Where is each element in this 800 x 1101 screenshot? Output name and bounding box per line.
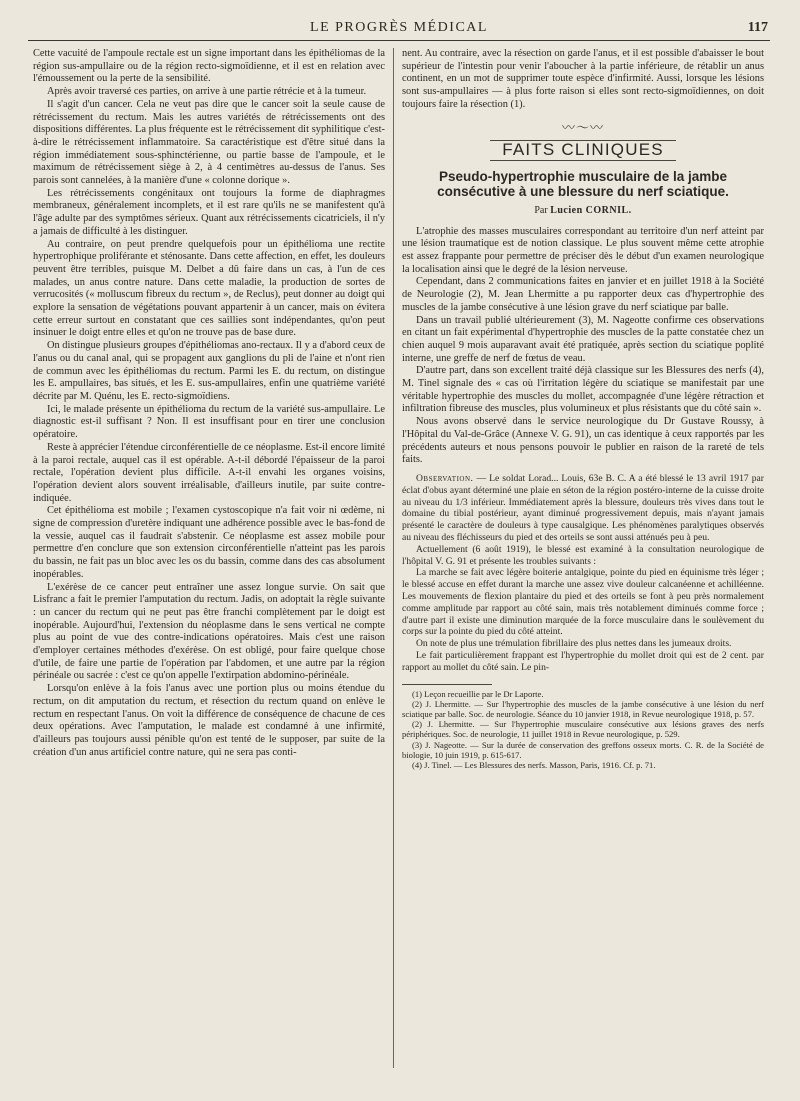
paragraph: Cependant, dans 2 communications faites en janvier et en juillet 1918 à la Société de Neurologie (2), M. Jean Lhermitte a pu rapporter deux cas d'hypertrophie des muscles de la jambe consécutive à une lésion grave du nerf sciatique par balle. <box>402 276 764 313</box>
author-name: Lucien CORNIL. <box>550 204 632 216</box>
paragraph: Au contraire, on peut prendre quelquefois pour un épithélioma une rectite hypertrophique proliférante et sténosante. Dans cette affection, en effet, les douleurs peuvent être terribles, puisque M. Delbet a dû faire dans un cas, à l'un de ces malades, un anus contre nature. Dans cette maladie, la production de sortes de verrucosités (« molluscum fibreux du rectum », de Reclus), peut donner au doigt qui explore la sensation de végétations pouvant appartenir à un cancer, mais on évitera cette erreur surtout en constatant que ces saillies sont indépendantes, qu'on peut insinuer le doigt entre elles et qu'on ne trouve pas de base dure. <box>33 238 385 339</box>
observation-label: Observation. <box>416 472 474 484</box>
column-divider <box>393 48 394 1068</box>
ornament-divider: 〰〜〰 <box>561 119 604 135</box>
observation-paragraph <box>402 473 764 544</box>
byline <box>402 205 764 218</box>
byline-prefix: Par <box>534 204 548 216</box>
footnote-rule <box>402 684 492 685</box>
paragraph: Cette vacuité de l'ampoule rectale est un signe important dans les épithéliomas de la région sus-ampullaire ou de la région recto-sigmoïdienne, et il est en relation avec l'émoussement ou la perte de la sensibilité. <box>33 48 385 85</box>
paragraph: L'atrophie des masses musculaires correspondant au territoire d'un nerf atteint par une lésion traumatique est de notion classique. Le plus souvent même cette atrophie est assez frappante pour permettre de préciser dès le début d'un examen neurologique la localisation ainsi que le degré de la lésion nerveuse. <box>402 225 764 275</box>
observation-paragraph: La marche se fait avec légère boiterie antalgique, pointe du pied en équinisme très léger ; le blessé accuse en effet durant la marche une assez vive douleur calcanéenne et achilléenne. Les mouvements de flexion plantaire du pied et des orteils se font à peu près normalement comme amplitude par rapport au côté sain, mais très notablement diminués comme force ; d'autre part il existe une diminution marquée de la force musculaire dans le soulèvement du corps sur la pointe du pied du côté atteint. <box>402 567 764 638</box>
paragraph: Les rétrécissements congénitaux ont toujours la forme de diaphragmes membraneux, généralement incomplets, et il est rare qu'ils ne se manifestent qu'à l'âge adulte par des symptômes sérieux. Quant aux rétrécissements cicatriciels, il n'y a jamais de difficulté à les distinguer. <box>33 187 385 237</box>
footnote: (1) Leçon recueillie par le Dr Laporte. <box>412 688 544 699</box>
paragraph: Il s'agit d'un cancer. Cela ne veut pas dire que le cancer soit la seule cause de rétrécissement du rectum. Mais les autres variétés de rétrécissements ont des dispositions différentes. La plus fréquente est le rétrécissement dit syphilitique c'est-à-dire le rétrécissement inflammatoire. Sa caractéristique est d'être situé dans la région immédiatement sous-sphinctérienne, ou partie basse de l'ampoule, et le maximum de rétrécissement siège à 2, à 4 centimètres au-dessus de l'anus. Ses parois sont cannelées, à la manière d'une « colonne dorique ». <box>33 98 385 187</box>
paragraph: Après avoir traversé ces parties, on arrive à une partie rétrécie et à la tumeur. <box>47 86 367 98</box>
paragraph: D'autre part, dans son excellent traité déjà classique sur les Blessures des nerfs (4), M. Tinel signale des « cas où l'irritation légère du sciatique se manifestait par une véritable hypertrophie des muscles du mollet, accompagnée d'une légère rétraction et infiltration fibreuse des muscles, plus volumineux et plus résistants que du côté sain ». <box>402 365 764 415</box>
paragraph: Reste à apprécier l'étendue circonférentielle de ce néoplasme. Est-il encore limité à la paroi rectale, auquel cas il est opérable. A-t-il débordé l'épaisseur de la paroi rectale, l'opération devient plus difficile. A-t-il envahi les organes voisins, l'opération devient alors souvent irréalisable, d'ailleurs inutile, par suite contre-indiquée. <box>33 441 385 504</box>
footnote: (2) J. Lhermitte. — Sur l'hypertrophie musculaire consécutive aux lésions graves des nerfs périphériques. Soc. de neurologie, 11 juillet 1918 in Revue neurologique, p. 529. <box>402 719 764 740</box>
paragraph: Cet épithélioma est mobile ; l'examen cystoscopique n'a fait voir ni œdème, ni signe de compression d'uretère indiquant une adhérence possible avec le bas-fond de la vessie, auquel cas il faudrait s'abstenir. Ce néoplasme est assez mobile pour permettre d'en conclure que son extension circonférentielle n'atteint pas les parois du bassin, ne fait pas un bloc avec les os du bassin, comme dans des cas absolument inopérables. <box>33 505 385 580</box>
paragraph: Nous avons observé dans le service neurologique du Dr Gustave Roussy, à l'Hôpital du Val-de-Grâce (Annexe V. G. 91), un cas identique à ceux rapportés par les précédents auteurs et nous pensons pouvoir le publier en raison de la rareté de tels faits. <box>402 416 764 466</box>
running-header <box>28 18 770 41</box>
article-title: Pseudo-hypertrophie musculaire de la jambe consécutive à une blessure du nerf sciatique. <box>437 168 729 199</box>
observation-text: — Le soldat Lorad... Louis, 63e B. C. A a été blessé le 13 avril 1917 par éclat d'obus ayant déterminé une plaie en séton de la région postéro-interne de la cuisse droite au niveau du 1/3 inférieur. Immédiatement après la blessure, douleurs très vives dans tout le domaine du tibial postérieur, ayant diminué progressivement depuis, mais n'ayant jamais présenté le caractère de douleurs à type causalgique. Les phénomènes paralytiques observés au niveau des fléchisseurs du pied et des orteils se sont aussi atténués peu à peu. <box>402 472 764 543</box>
footnote: (2) J. Lhermitte. — Sur l'hypertrophie des muscles de la jambe consécutive à une lésion du nerf sciatique par balle. Soc. de neurologie. Séance du 10 janvier 1918, in Revue neurologique 1918, p. 57. <box>402 698 764 719</box>
observation-paragraph: Actuellement (6 août 1919), le blessé est examiné à la consultation neurologique de l'hôpital V. G. 91 et présente les troubles suivants : <box>402 543 764 567</box>
left-column <box>33 48 385 759</box>
footnote: (3) J. Nageotte. — Sur la durée de conservation des greffons osseux morts. C. R. de la Société de biologie, 10 juin 1919, p. 615-617. <box>402 739 764 760</box>
footnotes <box>402 689 764 771</box>
section-title-text: FAITS CLINIQUES <box>490 140 676 161</box>
paragraph: On distingue plusieurs groupes d'épithéliomas ano-rectaux. Il y a d'abord ceux de l'anus ou du canal anal, qui se propagent aux ganglions du pli de l'aine et n'ont rien de commun avec les épithéliomas du rectum. Parmi les E. du rectum, on distingue les E. ampullaires, bas situés, et les E. sus-ampullaires, enfin une quatrième variété décrite par M. Quénu, les E. recto-sigmoïdiens. <box>33 340 385 402</box>
paragraph: Ici, le malade présente un épithélioma du rectum de la variété sus-ampullaire. Le diagnostic est-il suffisant ? Non. Il est insuffisant pour en tirer une conclusion opératoire. <box>33 403 385 441</box>
journal-title: LE PROGRÈS MÉDICAL <box>310 20 488 35</box>
footnote: (4) J. Tinel. — Les Blessures des nerfs. Masson, Paris, 1916. Cf. p. 71. <box>412 759 656 770</box>
section-title <box>402 140 764 161</box>
observation-block <box>402 473 764 674</box>
observation-paragraph: On note de plus une trémulation fibrillaire des plus nettes dans les jumeaux droits. <box>416 638 732 650</box>
page-number: 117 <box>747 20 768 35</box>
observation-paragraph: Le fait particulièrement frappant est l'hypertrophie du mollet droit qui est de 2 cent. par rapport au mollet du côté sain. Le pin- <box>402 649 764 673</box>
paragraph: nent. Au contraire, avec la résection on garde l'anus, et il est possible d'abaisser le bout supérieur de l'intestin pour venir l'aboucher à la partie inférieure, de rétablir un anus continent, en un mot de supprimer toute espèce d'infirmité. Aussi, lorsque les lésions sont sus-ampullaires — à plus forte raison si elles sont recto-sigmoïdiennes, on doit toujours faire la résection (1). <box>402 48 764 110</box>
paragraph: Lorsqu'on enlève à la fois l'anus avec une portion plus ou moins étendue du rectum, on dit amputation du rectum, et résection du rectum quand on enlève le rectum en respectant l'anus. On voit la différence de conséquence de chacune de ces deux opérations. Avec l'amputation, le malade est condamné à une infirmité, d'ailleurs pas toujours aussi pénible qu'on est tenté de le supposer, par suite de la création d'un anus artificiel contre nature, qui ne sera pas conti- <box>33 683 385 758</box>
right-column <box>402 48 764 770</box>
paragraph: Dans un travail publié ultérieurement (3), M. Nageotte confirme ces observations en citant un fait expérimental d'hypertrophie des muscles de la patte constatée chez un chien auquel 9 mois auparavant avait été pratiquée, après section du sciatique poplité interne, une greffe de nerf de fœtus de veau. <box>402 314 764 364</box>
paragraph: L'exérèse de ce cancer peut entraîner une assez longue survie. On sait que Lisfranc a fait le premier l'amputation du rectum. Jadis, on adoptait la règle suivante : un cancer du rectum qui ne peut pas être franchi complètement par le doigt est inopérable. Aujourd'hui, l'extension du néoplasme dans le sens vertical ne compte plus au point de vue des contre-indications opératoires. Mais c'est une raison d'employer certaines méthodes d'exérèse. On est obligé, pour faire quelque chose d'utile, de faire une partie de l'opération par l'abdomen, et une autre par la région périnéale ou sacrée : c'est ce qu'on appelle l'extirpation abdomino-périnéale. <box>33 581 385 682</box>
